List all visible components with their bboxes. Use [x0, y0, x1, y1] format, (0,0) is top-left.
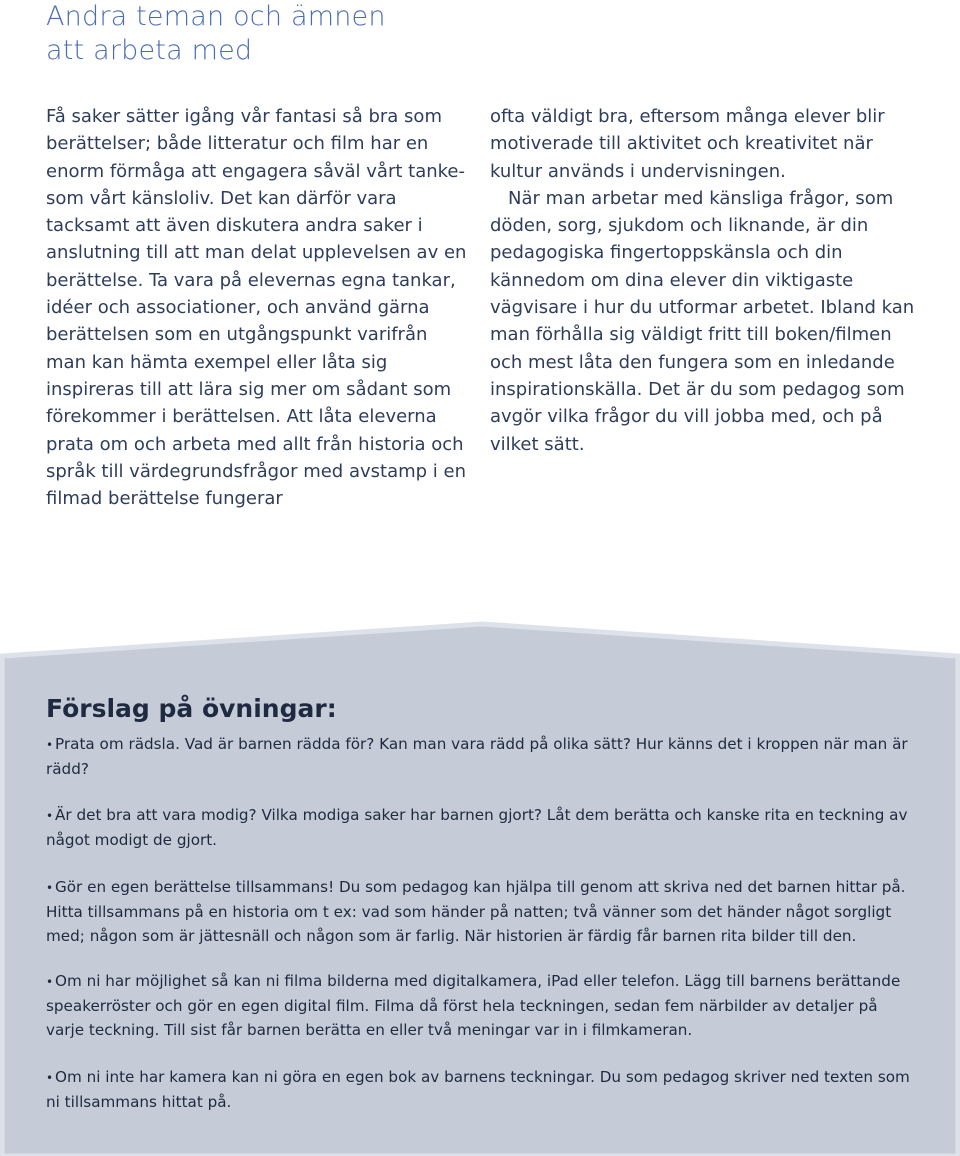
section-heading [46, 0, 386, 68]
exercise-item [46, 732, 916, 781]
exercise-list [46, 732, 916, 1114]
body-column-right [490, 103, 920, 458]
bullet-icon: • [46, 738, 54, 752]
bullet-icon: • [46, 975, 54, 989]
heading-line-2: att arbeta med [46, 35, 253, 66]
body-paragraph: ofta väldigt bra, eftersom många elever blir motiverade till aktivitet och kreativitet när kultur används i undervisningen. [490, 106, 885, 182]
exercise-item [46, 875, 916, 948]
exercise-text: Om ni har möjlighet så kan ni filma bilderna med digitalkamera, iPad eller telefon. Lägg till barnens berättande speakerröster och gör en egen digital film. Filma då först hela teckningen, sedan fem närbilder av detaljer på varje teckning. Till sist får barnen berätta en eller två meningar var in i filmkameran. [46, 972, 901, 1039]
exercise-item [46, 1065, 916, 1114]
exercise-text: Prata om rädsla. Vad är barnen rädda för? Kan man vara rädd på olika sätt? Hur känns det i kroppen när man är rädd? [46, 735, 908, 778]
exercise-text: Är det bra att vara modig? Vilka modiga saker har barnen gjort? Låt dem berätta och kanske rita en teckning av något modigt de gjort. [46, 806, 908, 849]
bullet-icon: • [46, 809, 54, 823]
exercise-text: Om ni inte har kamera kan ni göra en egen bok av barnens teckningar. Du som pedagog skriver ned texten som ni tillsammans hittat på. [46, 1068, 910, 1111]
bullet-icon: • [46, 881, 54, 895]
body-column-left [46, 103, 470, 512]
heading-line-1: Andra teman och ämnen [46, 1, 386, 32]
exercise-text: Gör en egen berättelse tillsammans! Du som pedagog kan hjälpa till genom att skriva ned det barnen hittar på. Hitta tillsammans på en historia om t ex: vad som händer på natten; två vänner som det händer något sorgligt med; någon som är jättesnäll och någon som är farlig. När historien är färdig får barnen rita bilder till den. [46, 878, 906, 945]
body-paragraph: Få saker sätter igång vår fantasi så bra som berättelser; både litteratur och film har en enorm förmåga att engagera såväl vårt tanke- som vårt känsloliv. Det kan därför vara tacksamt att även diskutera andra saker i anslutning till att man delat upplevelsen av en berättelse. Ta vara på elevernas egna tankar, idéer och associationer, och använd gärna berättelsen som en utgångspunkt varifrån man kan hämta exempel eller låta sig inspireras till att lära sig mer om sådant som förekommer i berättelsen. Att låta eleverna prata om och arbeta med allt från historia och språk till värdegrundsfrågor med avstamp i en filmad berättelse fungerar [46, 106, 467, 510]
exercise-item [46, 803, 916, 852]
exercise-title: Förslag på övningar: [46, 694, 337, 723]
bullet-icon: • [46, 1071, 54, 1085]
exercise-item [46, 969, 916, 1042]
body-paragraph: När man arbetar med känsliga frågor, som döden, sorg, sjukdom och liknande, är din pedagogiska fingertoppskänsla och din kännedom om dina elever din viktigaste vägvisare i hur du utformar arbetet. Ibland kan man förhålla sig väldigt fritt till boken/filmen och mest låta den fungera som en inledande inspirationskälla. Det är du som pedagog som avgör vilka frågor du vill jobba med, och på vilket sätt. [490, 187, 915, 455]
